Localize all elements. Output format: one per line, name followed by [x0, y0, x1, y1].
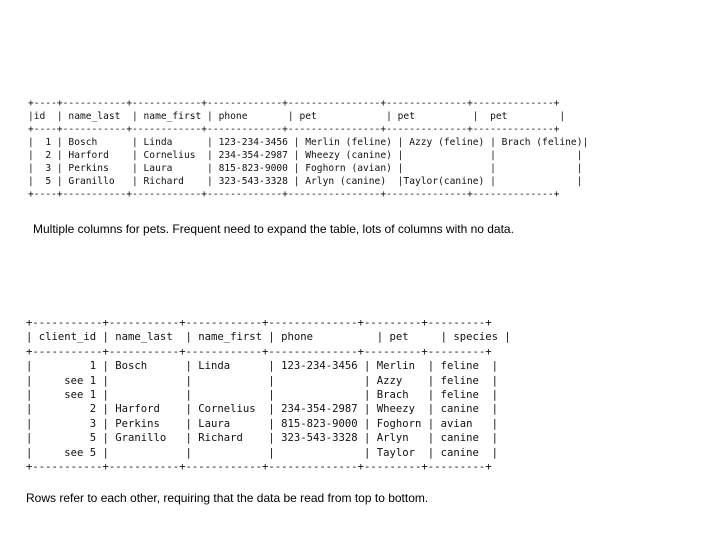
caption-pets-columns: Multiple columns for pets. Frequent need to expand the table, lots of columns with no data. [33, 222, 514, 236]
ascii-table-pets-columns: +----+-----------+------------+-------------+----------------+--------------+--------------+ |id | name_last | name_first | phone | pet | pet | pet | +----+-----------+------------+-------------+----------------+--------------+--------------+ | 1 | Bosch | Linda | 123-234-3456 | Merlin (feline) | Azzy (feline) | Brach (feline)| | 2 | Harford | Cornelius | 234-354-2987 | Wheezy (canine) | | | | 3 | Perkins | Laura | 815-823-9000 | Foghorn (avian) | | | | 5 | Granillo | Richard | 323-543-3328 | Arlyn (canine) |Taylor(canine) | | +----+-----------+------------+-------------+----------------+--------------+--------------+ [28, 98, 589, 200]
caption-rows-reference: Rows refer to each other, requiring that the data be read from top to bottom. [26, 491, 429, 505]
ascii-table-client-rows: +-----------+-----------+------------+--------------+---------+---------+ | client_id | name_last | name_first | phone | pet | species | +-----------+-----------+------------+--------------+---------+---------+ | 1 | Bosch | Linda | 123-234-3456 | Merlin | feline | | see 1 | | | | Azzy | feline | | see 1 | | | | Brach | feline | | 2 | Harford | Cornelius | 234-354-2987 | Wheezy | canine | | 3 | Perkins | Laura | 815-823-9000 | Foghorn | avian | | 5 | Granillo | Richard | 323-543-3328 | Arlyn | canine | | see 5 | | | | Taylor | canine | +-----------+-----------+------------+--------------+---------+---------+ [26, 317, 511, 474]
